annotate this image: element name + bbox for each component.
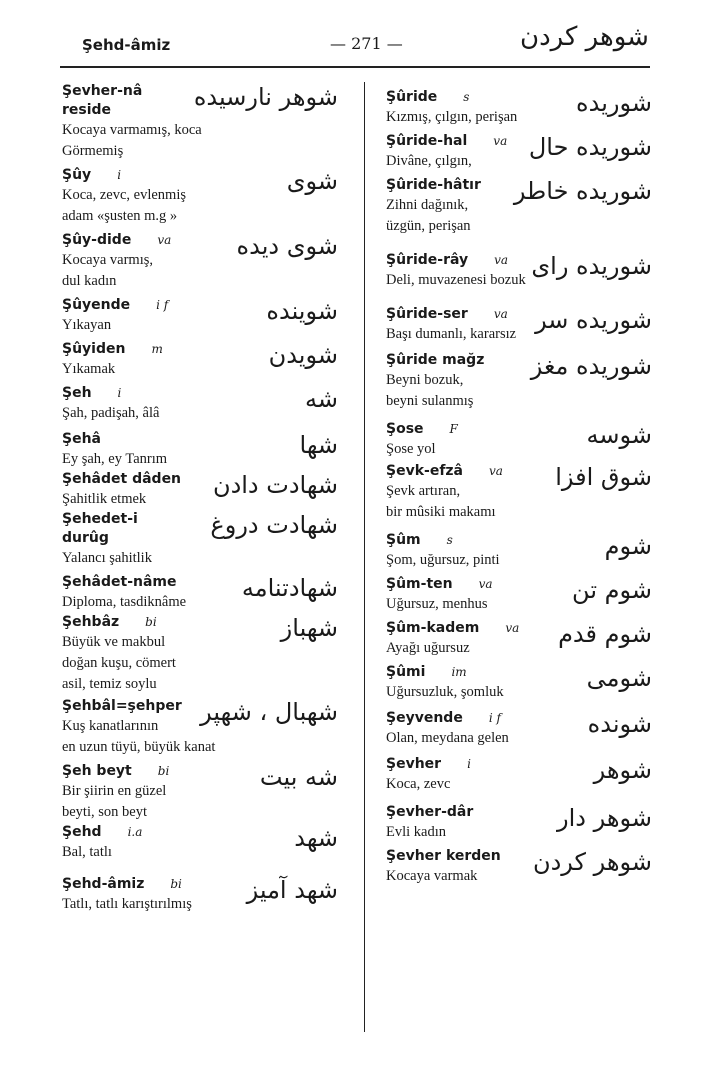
headword: Şûride-rây va: [386, 252, 509, 268]
dictionary-entry: [386, 847, 652, 887]
translation-line: Tatlı, tatlı karıştırılmış: [62, 896, 192, 912]
grammar-tag: i.a: [127, 825, 143, 839]
grammar-tag: m: [151, 342, 163, 356]
headword: Şûm-ten va: [386, 576, 493, 592]
dictionary-entry: [62, 510, 338, 569]
dictionary-entry: [386, 575, 652, 615]
translation-line: Beyni bozuk,: [386, 372, 464, 388]
headword: durûg: [62, 530, 109, 546]
dictionary-entry: [386, 531, 652, 571]
dictionary-entry: [386, 619, 652, 659]
dictionary-entry: [386, 755, 652, 795]
arabic-script: شوريده مغز: [530, 352, 652, 380]
headword: Şehbâl=şehper: [62, 698, 182, 714]
translation-line: Uğursuzluk, şomluk: [386, 684, 504, 700]
translation-line: beyti, son beyt: [62, 804, 147, 820]
dictionary-entry: [62, 762, 338, 823]
headword: Şehedet-i: [62, 511, 138, 527]
translation-line: en uzun tüyü, büyük kanat: [62, 739, 216, 755]
grammar-tag: va: [493, 134, 508, 148]
dictionary-entry: [62, 340, 338, 380]
arabic-script: شوسه: [586, 421, 652, 449]
headword: Şeh i: [62, 385, 122, 401]
translation-line: beyni sulanmış: [386, 393, 474, 409]
grammar-tag: i: [117, 168, 122, 182]
grammar-tag: va: [494, 253, 509, 267]
translation-line: Koca, zevc, evlenmiş: [62, 187, 187, 203]
headword: Şevher-dâr: [386, 804, 474, 820]
translation-line: Şevk artıran,: [386, 483, 461, 499]
right-column: [386, 82, 652, 887]
translation-line: Yıkayan: [62, 317, 112, 333]
translation-line: Bir şiirin en güzel: [62, 783, 167, 799]
running-head-left: Şehd-âmiz: [82, 36, 171, 54]
page-number: — 271 —: [330, 34, 403, 53]
dictionary-entry: [62, 875, 338, 915]
grammar-tag: i: [117, 386, 122, 400]
arabic-script: شوريده حال: [528, 133, 652, 161]
headword: Şehâdet-nâme: [62, 574, 177, 590]
translation-line: Olan, meydana gelen: [386, 730, 509, 746]
arabic-script: شوهر دار: [557, 804, 652, 832]
arabic-script: شه بيت: [259, 763, 338, 791]
headword: Şehd-âmiz bi: [62, 876, 182, 892]
dictionary-entry: [62, 166, 338, 227]
grammar-tag: va: [505, 621, 520, 635]
dictionary-entry: [62, 296, 338, 336]
translation-line: Büyük ve makbul: [62, 634, 166, 650]
grammar-tag: bi: [170, 877, 182, 891]
dictionary-entry: [386, 176, 652, 237]
translation-line: Uğursuz, menhus: [386, 596, 488, 612]
grammar-tag: s: [446, 533, 453, 547]
translation-line: Divâne, çılgın,: [386, 153, 472, 169]
translation-line: Kocaya varmış,: [62, 252, 153, 268]
translation-line: asil, temiz soylu: [62, 676, 157, 692]
dictionary-entry: [386, 709, 652, 749]
arabic-script: شوريده سر: [535, 306, 652, 334]
translation-line: Bal, tatlı: [62, 844, 112, 860]
headword: Şevk-efzâ va: [386, 463, 503, 479]
translation-line: doğan kuşu, cömert: [62, 655, 176, 671]
grammar-tag: bi: [157, 764, 170, 778]
headword: Şeh beyt bi: [62, 763, 170, 779]
arabic-script: شويدن: [268, 341, 338, 369]
dictionary-entry: [62, 430, 338, 470]
grammar-tag: va: [489, 464, 503, 478]
translation-line: Yalancı şahitlik: [62, 550, 152, 566]
headword: Şevher i: [386, 756, 471, 772]
translation-line: Ayağı uğursuz: [386, 640, 470, 656]
grammar-tag: va: [157, 233, 172, 247]
grammar-tag: va: [478, 577, 493, 591]
headword: Şûy-dide va: [62, 232, 172, 248]
grammar-tag: im: [451, 665, 467, 679]
dictionary-entry: [386, 251, 652, 291]
dictionary-entry: [386, 803, 652, 843]
translation-line: Başı dumanlı, kararsız: [386, 326, 517, 342]
arabic-script: شوى ديده: [236, 232, 338, 260]
translation-line: dul kadın: [62, 273, 117, 289]
headword: Şûyende i f: [62, 297, 169, 313]
arabic-script: شهبال ، شهپر: [200, 698, 338, 726]
translation-line: Zihni dağınık,: [386, 197, 469, 213]
grammar-tag: s: [463, 90, 470, 104]
arabic-script: شهباز: [280, 614, 338, 642]
headword: Şevher-nâ: [62, 83, 143, 99]
dictionary-entry: [386, 132, 652, 172]
dictionary-entry: [386, 305, 652, 345]
arabic-script: شونده: [587, 710, 652, 738]
translation-line: Diploma, tasdiknâme: [62, 594, 187, 610]
translation-line: üzgün, perişan: [386, 218, 471, 234]
headword: Şeyvende i f: [386, 710, 501, 726]
headword: Şûride-hâtır: [386, 177, 481, 193]
arabic-script: شها: [299, 431, 338, 459]
dictionary-entry: [62, 470, 338, 510]
left-column: [62, 82, 338, 915]
dictionary-entry: [386, 351, 652, 412]
arabic-script: شومى: [586, 664, 652, 692]
grammar-tag: i f: [156, 298, 169, 312]
headword: Şehd i.a: [62, 824, 143, 840]
arabic-script: شهد: [294, 824, 338, 852]
arabic-script: شوينده: [266, 297, 338, 325]
headword: Şûm-kadem va: [386, 620, 520, 636]
column-divider: [364, 82, 365, 1032]
dictionary-entry: [386, 462, 652, 523]
grammar-tag: i: [467, 757, 471, 771]
headword: Şehâdet dâden: [62, 471, 182, 487]
arabic-script: شوريده راى: [531, 252, 652, 280]
dictionary-entry: [62, 82, 338, 162]
arabic-script: شوم تن: [572, 576, 652, 604]
headword: reside: [62, 102, 112, 118]
arabic-script: شه: [305, 385, 338, 413]
translation-line: Şose yol: [386, 441, 436, 457]
translation-line: adam «şusten m.g »: [62, 208, 178, 224]
translation-line: Koca, zevc: [386, 776, 451, 792]
dictionary-entry: [386, 88, 652, 128]
arabic-script: شوهر: [593, 756, 652, 784]
headword: Şûm s: [386, 532, 453, 548]
dictionary-entry: [62, 697, 338, 758]
running-head-right-arabic: شوهر كردن: [520, 22, 649, 52]
translation-line: Kuş kanatlarının: [62, 718, 159, 734]
arabic-script: شوم قدم: [558, 620, 652, 648]
translation-line: Evli kadın: [386, 824, 447, 840]
grammar-tag: bi: [145, 615, 157, 629]
arabic-script: شوى: [286, 167, 338, 195]
arabic-script: شوهر كردن: [532, 848, 652, 876]
translation-line: Deli, muvazenesi bozuk: [386, 272, 526, 288]
translation-line: Kızmış, çılgın, perişan: [386, 109, 518, 125]
headword: Şehbâz bi: [62, 614, 157, 630]
translation-line: Şah, padişah, âlâ: [62, 405, 160, 421]
arabic-script: شوهر نارسيده: [193, 83, 338, 111]
grammar-tag: F: [449, 422, 458, 436]
dictionary-entry: [386, 420, 652, 460]
arabic-script: شوريده: [576, 89, 652, 117]
arabic-script: شهادت دروغ: [210, 511, 338, 539]
translation-line: Yıkamak: [62, 361, 116, 377]
translation-line: Görmemiş: [62, 143, 124, 159]
dictionary-entry: [62, 384, 338, 424]
headword: Şûride mağz: [386, 352, 485, 368]
translation-line: Şahitlik etmek: [62, 491, 147, 507]
translation-line: Şom, uğursuz, pinti: [386, 552, 500, 568]
headword: Şûride-ser va: [386, 306, 508, 322]
headword: Şevher kerden: [386, 848, 501, 864]
arabic-script: شهادت دادن: [212, 471, 338, 499]
translation-line: Ey şah, ey Tanrım: [62, 451, 168, 467]
arabic-script: شهادتنامه: [241, 574, 338, 602]
dictionary-entry: [62, 231, 338, 292]
grammar-tag: i f: [488, 711, 501, 725]
headword: Şûy i: [62, 167, 122, 183]
header-rule: [60, 66, 650, 68]
headword: Şose F: [386, 421, 458, 437]
dictionary-entry: [62, 823, 338, 863]
headword: Şûyiden m: [62, 341, 163, 357]
grammar-tag: va: [493, 307, 508, 321]
dictionary-entry: [62, 613, 338, 695]
dictionary-entry: [62, 573, 338, 613]
arabic-script: شوم: [604, 532, 652, 560]
dictionary-entry: [386, 663, 652, 703]
translation-line: Kocaya varmamış, koca: [62, 122, 202, 138]
translation-line: bir mûsiki makamı: [386, 504, 496, 520]
arabic-script: شوق افزا: [555, 463, 652, 491]
translation-line: Kocaya varmak: [386, 868, 478, 884]
headword: Şehâ: [62, 431, 101, 447]
headword: Şûride s: [386, 89, 470, 105]
headword: Şûride-hal va: [386, 133, 508, 149]
headword: Şûmi im: [386, 664, 467, 680]
arabic-script: شوريده خاطر: [513, 177, 652, 205]
arabic-script: شهد آميز: [246, 876, 338, 904]
